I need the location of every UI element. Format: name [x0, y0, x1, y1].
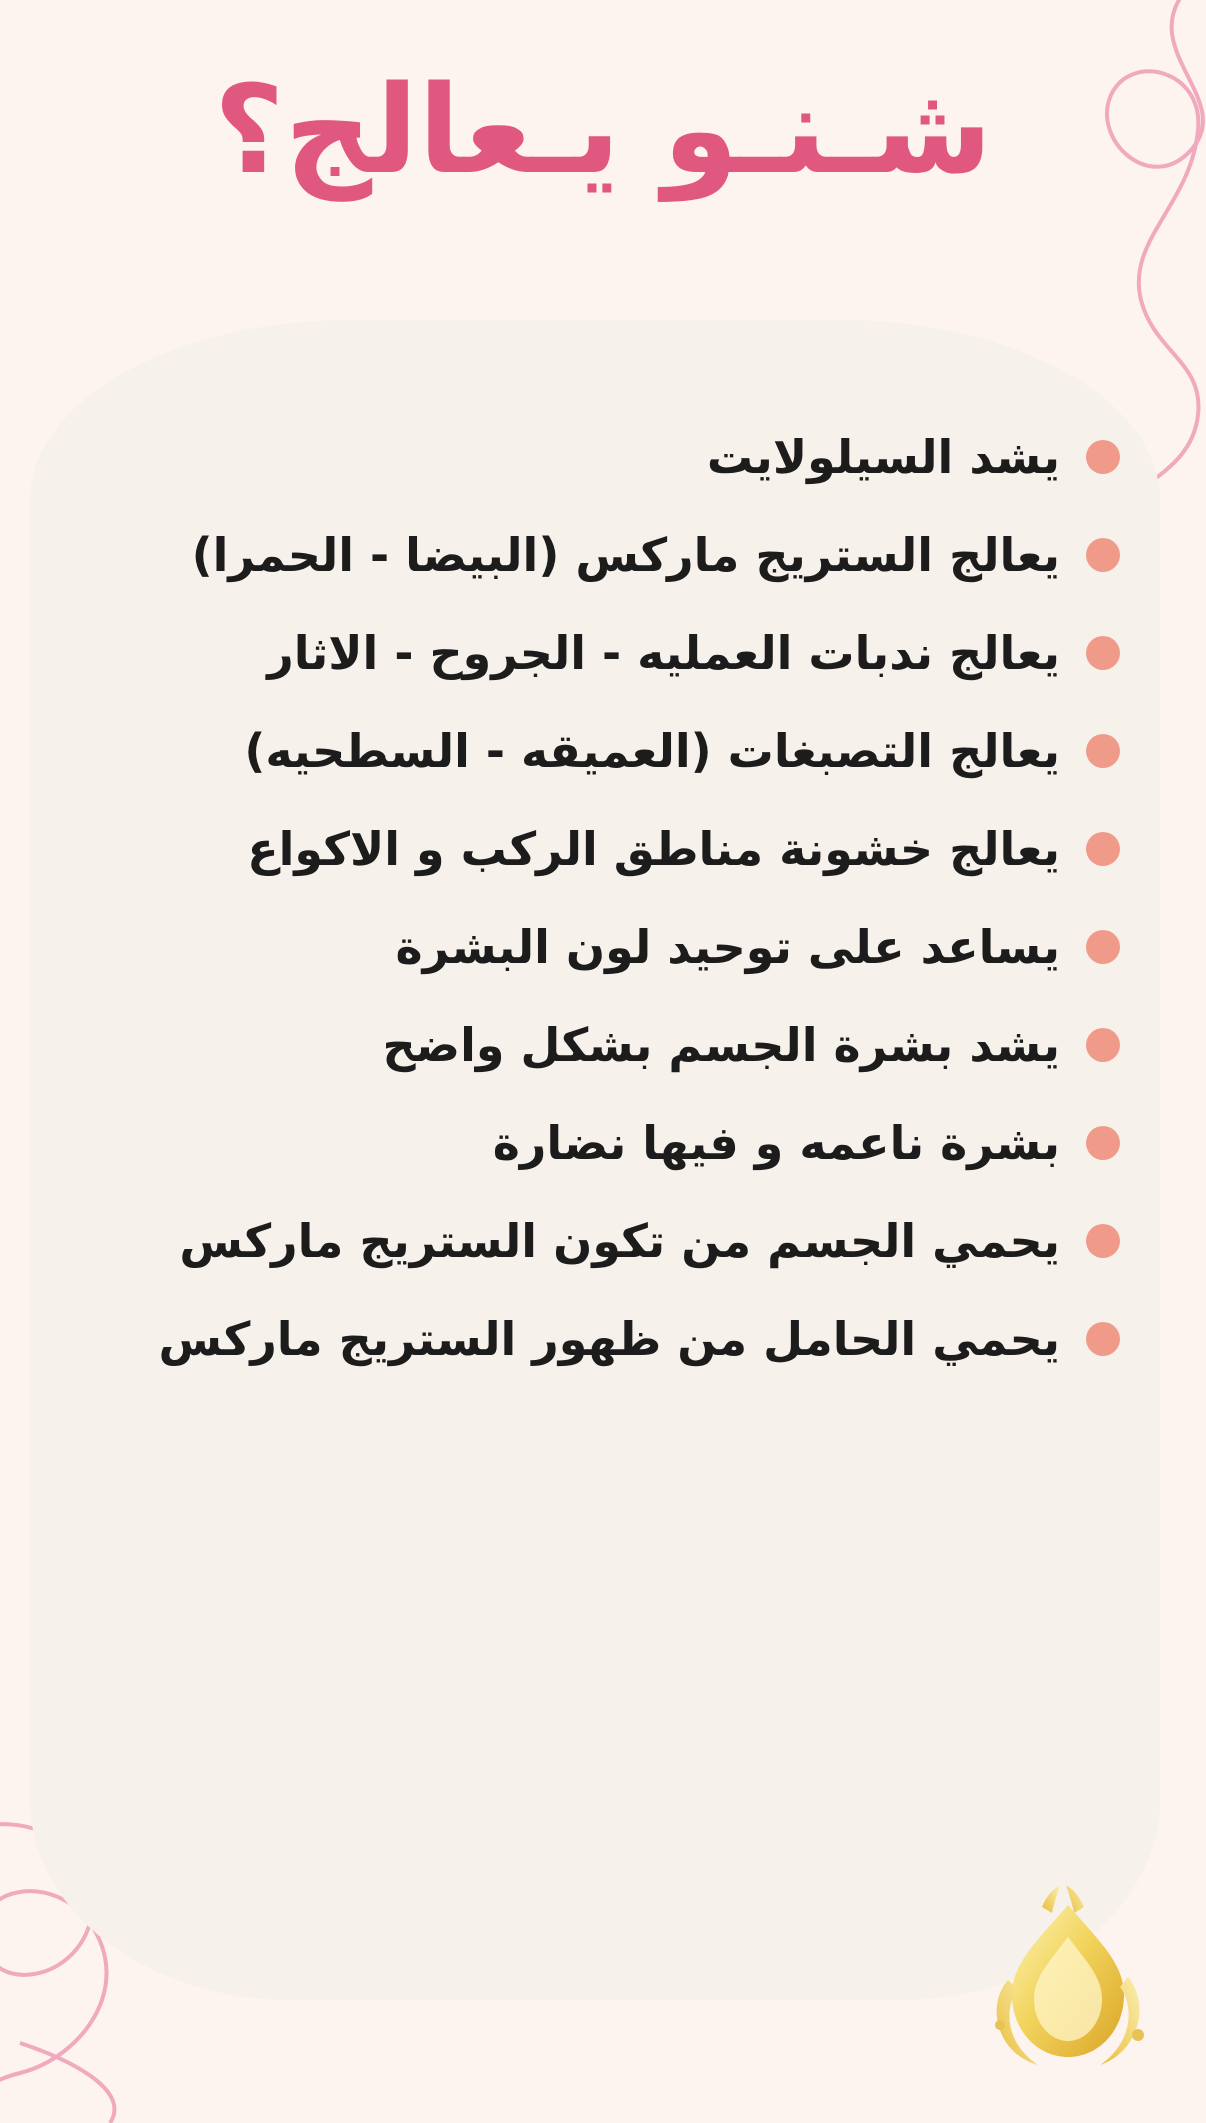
bullet-icon — [1086, 538, 1120, 572]
list-item — [90, 905, 1120, 989]
page-title: شـنـو يـعالج؟ — [213, 59, 993, 201]
list-item — [90, 611, 1120, 695]
bullet-icon — [1086, 734, 1120, 768]
benefits-list — [90, 415, 1120, 1381]
bullet-icon — [1086, 930, 1120, 964]
list-item — [90, 1199, 1120, 1283]
benefit-text: يشد بشرة الجسم بشكل واضح — [382, 1017, 1060, 1072]
benefits-card — [30, 320, 1160, 2000]
list-item — [90, 807, 1120, 891]
benefit-text: يعالج التصبغات (العميقه - السطحيه) — [244, 723, 1060, 778]
benefit-text: يعالج خشونة مناطق الركب و الاكواع — [247, 821, 1060, 876]
bullet-icon — [1086, 832, 1120, 866]
list-item — [90, 513, 1120, 597]
list-item — [90, 415, 1120, 499]
list-item — [90, 1297, 1120, 1381]
list-item — [90, 709, 1120, 793]
benefit-text: يحمي الحامل من ظهور الستريج ماركس — [158, 1311, 1060, 1366]
benefit-text: يحمي الجسم من تكون الستريج ماركس — [179, 1213, 1060, 1268]
oil-drop-logo — [978, 1885, 1158, 2075]
bullet-icon — [1086, 1126, 1120, 1160]
benefit-text: يعالج ندبات العمليه - الجروح - الاثار — [267, 625, 1060, 680]
bullet-icon — [1086, 440, 1120, 474]
bullet-icon — [1086, 1224, 1120, 1258]
list-item — [90, 1101, 1120, 1185]
benefit-text: يعالج الستريج ماركس (البيضا - الحمرا) — [191, 527, 1060, 582]
list-item — [90, 1003, 1120, 1087]
bullet-icon — [1086, 636, 1120, 670]
benefit-text: يشد السيلولايت — [706, 429, 1060, 484]
benefit-text: يساعد على توحيد لون البشرة — [395, 919, 1060, 974]
bullet-icon — [1086, 1028, 1120, 1062]
bullet-icon — [1086, 1322, 1120, 1356]
benefit-text: بشرة ناعمه و فيها نضارة — [492, 1115, 1060, 1170]
